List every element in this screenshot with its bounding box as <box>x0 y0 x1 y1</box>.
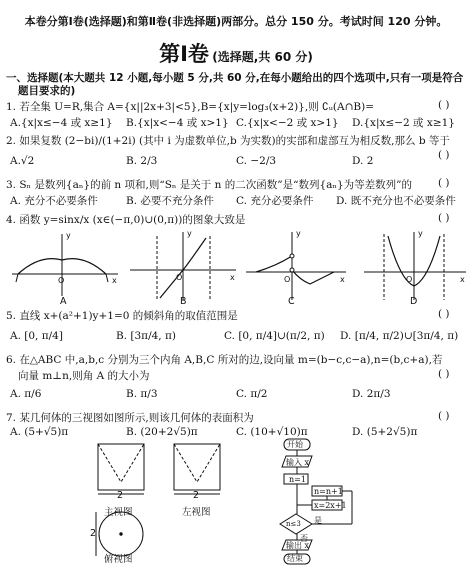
svg-text:O: O <box>284 275 291 284</box>
side-view <box>174 444 220 494</box>
three-view-figure <box>88 440 238 565</box>
graph-label-a: A <box>60 296 67 307</box>
graph-b <box>130 232 236 300</box>
dim-front: 2 <box>117 490 124 501</box>
question-6-stem-cont: 向量 m⊥n,则角 A 的大小为 <box>18 370 150 382</box>
q1-option-c: C.{x|x<−2 或 x>1} <box>236 117 339 129</box>
q2-option-c: C. −2/3 <box>236 155 277 167</box>
flow-yes: 是 <box>314 516 322 525</box>
answer-paren: ( ) <box>438 410 450 422</box>
part-title-main: 第Ⅰ卷 <box>159 42 209 66</box>
question-2-stem: 2. 如果复数 (2−bi)/(1+2i) (其中 i 为虚数单位,b 为实数)的实部和虚部互为相反数,那么 b 等于 <box>6 135 450 147</box>
part-title <box>0 38 472 68</box>
svg-text:y: y <box>187 229 192 238</box>
graph-label-d: D <box>410 296 418 307</box>
answer-paren: ( ) <box>438 212 450 224</box>
graph-a <box>12 234 118 296</box>
q1-option-a: A.{x|x≤−4 或 x≥1} <box>10 117 113 129</box>
q5-option-d: D. [π/4, π/2)∪[3π/4, π) <box>340 330 459 342</box>
flow-condition: n≤3 <box>286 520 301 528</box>
question-3-stem: 3. Sₙ 是数列{aₙ}的前 n 项和,则“Sₙ 是关于 n 的二次函数”是“数列{aₙ}为等差数列”的 <box>6 179 413 191</box>
q3-option-d: D. 既不充分也不必要条件 <box>336 195 456 207</box>
q7-option-b: B. (20+2√5)π <box>126 426 198 438</box>
q6-option-a: A. π/6 <box>10 388 42 400</box>
exam-intro: 本卷分第Ⅰ卷(选择题)和第Ⅱ卷(非选择题)两部分。总分 150 分。考试时间 120 分钟。 <box>24 15 448 28</box>
graph-label-b: B <box>180 296 187 307</box>
dim-side: 2 <box>193 490 200 501</box>
q5-option-c: C. [0, π/4]∪(π/2, π) <box>224 330 325 342</box>
q5-option-b: B. [3π/4, π) <box>116 330 176 342</box>
question-1-stem: 1. 若全集 U=R,集合 A={x||2x+3|<5},B={x|y=log₃(x+2)},则 ∁ᵤ(A∩B)= <box>6 101 374 113</box>
q3-option-b: B. 必要不充分条件 <box>126 195 214 207</box>
side-view-label: 左视图 <box>182 507 211 518</box>
q2-option-b: B. 2/3 <box>126 155 158 167</box>
graph-label-c: C <box>288 296 295 307</box>
q2-option-d: D. 2 <box>352 155 374 167</box>
q6-option-d: D. 2π/3 <box>352 388 391 400</box>
answer-paren: ( ) <box>438 368 450 380</box>
flow-step1: n=n+1 <box>314 487 343 496</box>
svg-text:x: x <box>460 275 465 284</box>
top-view-label: 俯视图 <box>104 554 133 565</box>
svg-text:x: x <box>230 273 235 282</box>
graph-d <box>364 232 466 300</box>
svg-text:O: O <box>406 275 413 284</box>
flow-init: n=1 <box>289 475 306 484</box>
top-view <box>96 512 143 556</box>
question-5-stem: 5. 直线 x+(a²+1)y+1=0 的倾斜角的取值范围是 <box>6 310 238 322</box>
answer-paren: ( ) <box>438 308 450 320</box>
q1-option-d: D.{x|x≤−2 或 x≥1} <box>352 117 455 129</box>
q5-option-a: A. [0, π/4] <box>10 330 63 342</box>
q7-option-c: C. (10+√10)π <box>236 426 308 438</box>
answer-paren: ( ) <box>438 177 450 189</box>
section-heading: 一、选择题(本大题共 12 小题,每小题 5 分,共 60 分,在每小题给出的四个选项中,只有一项是符合 <box>6 72 464 84</box>
q7-option-a: A. (5+√5)π <box>10 426 69 438</box>
q2-option-a: A.√2 <box>10 155 35 167</box>
dim-top: 2 <box>90 528 97 539</box>
part-title-sub: (选择题,共 60 分) <box>212 50 313 64</box>
svg-text:O: O <box>176 273 183 282</box>
svg-text:y: y <box>418 229 423 238</box>
svg-text:y: y <box>296 229 301 238</box>
section-heading-cont: 题目要求的) <box>18 85 76 97</box>
flow-output: 输出 x <box>286 541 310 550</box>
flow-end: 结束 <box>287 554 303 563</box>
answer-paren: ( ) <box>438 149 450 161</box>
question-4-stem: 4. 函数 y=sinx/x (x∈(−π,0)∪(0,π))的图象大致是 <box>6 214 246 226</box>
front-view <box>98 444 144 494</box>
svg-text:O: O <box>58 276 65 285</box>
front-view-label: 主视图 <box>104 507 133 518</box>
q3-option-a: A. 充分不必要条件 <box>10 195 98 207</box>
flow-no: 否 <box>300 534 308 543</box>
question-7-stem: 7. 某几何体的三视图如图所示,则该几何体的表面积为 <box>6 412 254 424</box>
svg-text:x: x <box>112 276 117 285</box>
q4-graphs <box>0 226 472 308</box>
q7-option-d: D. (5+2√5)π <box>352 426 418 438</box>
q6-option-b: B. π/3 <box>126 388 158 400</box>
q1-option-b: B.{x|x<−4 或 x>1} <box>126 117 229 129</box>
q6-option-c: C. π/2 <box>236 388 268 400</box>
flow-input: 输入 x <box>286 458 310 467</box>
question-6-stem: 6. 在△ABC 中,a,b,c 分别为三个内角 A,B,C 所对的边,设向量 m=(b−c,c−a),n=(b,c+a),若 <box>6 354 443 366</box>
svg-text:x: x <box>340 275 345 284</box>
flow-step2: x=2x+1 <box>314 501 347 510</box>
graph-c <box>246 232 346 300</box>
answer-paren: ( ) <box>438 99 450 111</box>
svg-text:y: y <box>66 231 71 240</box>
flow-start: 开始 <box>287 440 303 449</box>
q3-option-c: C. 充分必要条件 <box>236 195 314 207</box>
